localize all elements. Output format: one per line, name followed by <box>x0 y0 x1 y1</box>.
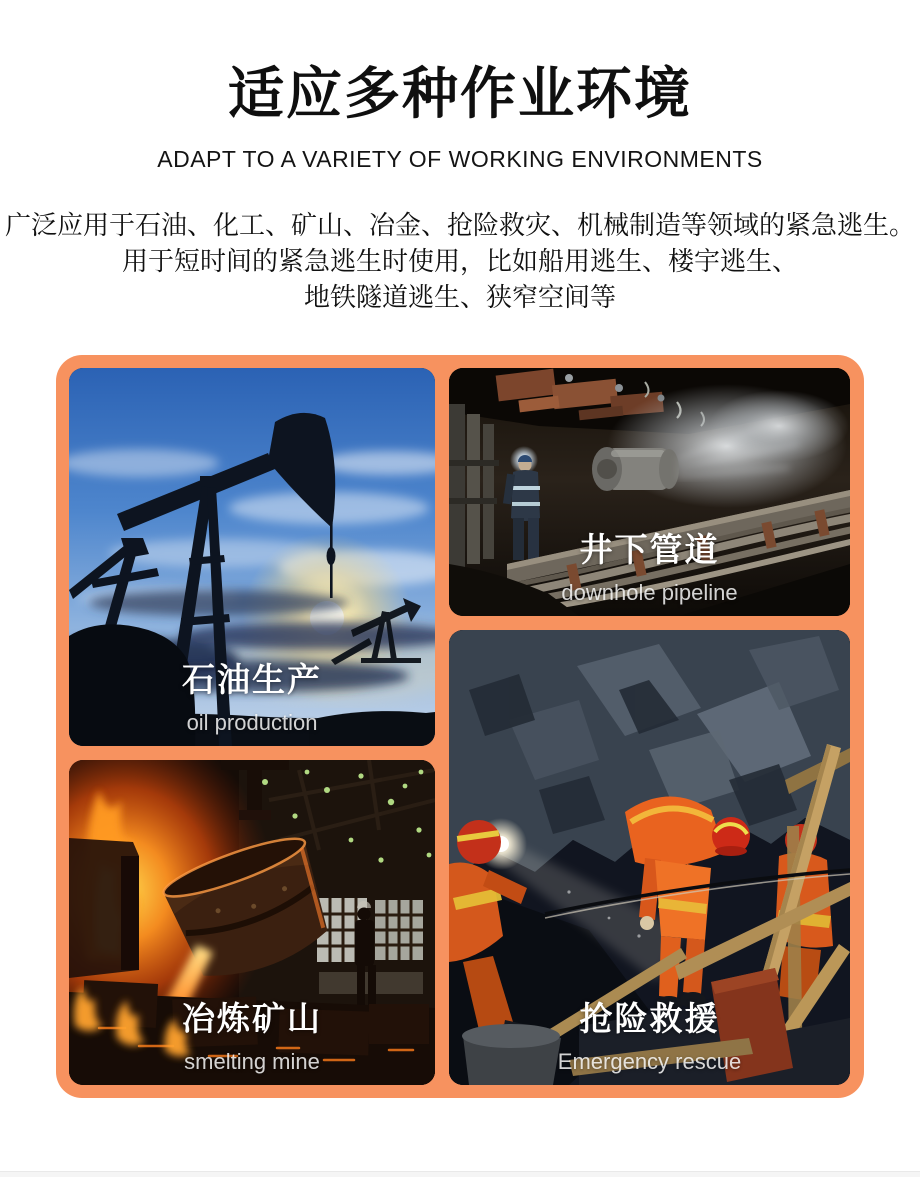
intro-line-3: 地铁隧道逃生、狭窄空间等 <box>303 282 616 313</box>
application-gallery <box>56 355 864 1098</box>
caption-en: downhole pipeline <box>561 580 738 606</box>
caption-zh: 冶炼矿山 <box>182 1000 322 1038</box>
photo-emergency-rescue <box>449 630 850 1085</box>
photo-oil-production <box>69 368 435 746</box>
section-subtitle: ADAPT TO A VARIETY OF WORKING ENVIRONMENTS <box>157 146 763 173</box>
caption-zh: 抢险救援 <box>579 1000 720 1038</box>
photo-smelting-mine <box>69 760 435 1085</box>
smelting-mine-photo-illustration <box>69 760 435 1085</box>
oil-production-photo-illustration <box>69 368 435 746</box>
section-divider <box>0 1171 920 1177</box>
caption-en: oil production <box>186 710 318 736</box>
intro-line-2: 用于短时间的紧急逃生时使用，比如船用逃生、楼宇逃生、 <box>121 246 798 277</box>
intro-paragraph <box>0 207 920 315</box>
downhole-pipeline-photo-illustration <box>449 368 850 616</box>
photo-downhole-pipeline <box>449 368 850 616</box>
emergency-rescue-photo-illustration <box>449 630 850 1085</box>
caption-zh: 石油生产 <box>182 661 322 699</box>
gallery-column-left <box>69 368 435 1085</box>
caption-zh: 井下管道 <box>579 531 720 569</box>
intro-line-1: 广泛应用于石油、化工、矿山、冶金、抢险救灾、机械制造等领域的紧急逃生。 <box>4 210 915 241</box>
spray-machine-drum <box>592 447 679 491</box>
caption-en: smelting mine <box>184 1049 320 1075</box>
tunnel-wall-supports <box>449 404 499 574</box>
caption-en: Emergency rescue <box>557 1049 742 1075</box>
gallery-column-right <box>449 368 850 1085</box>
section-title: 适应多种作业环境 <box>228 62 692 125</box>
